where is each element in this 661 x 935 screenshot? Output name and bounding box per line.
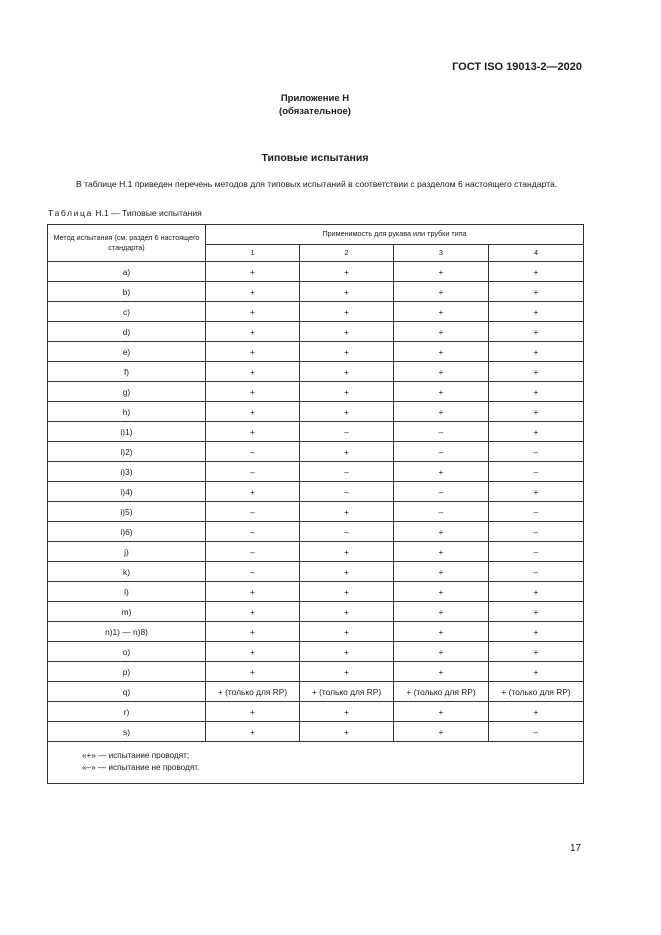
table-notes: [48, 742, 584, 784]
applicability-cell: +: [206, 642, 300, 662]
applicability-cell: +: [300, 662, 394, 682]
table-row: [48, 642, 584, 662]
method-cell: j): [48, 542, 206, 562]
applicability-cell: –: [489, 442, 584, 462]
method-cell: i)6): [48, 522, 206, 542]
page-number: 17: [570, 843, 582, 854]
applicability-cell: +: [489, 582, 584, 602]
applicability-cell: +: [206, 622, 300, 642]
test-methods-table: [47, 224, 584, 784]
applicability-cell: +: [206, 302, 300, 322]
applicability-cell: +: [394, 522, 489, 542]
method-column-header: Метод испытания (см. раздел 6 настоящего стандарта): [48, 225, 206, 262]
applicability-cell: +: [300, 302, 394, 322]
applicability-cell: –: [489, 522, 584, 542]
applicability-cell: +: [394, 362, 489, 382]
method-cell: h): [48, 402, 206, 422]
applicability-cell: +: [206, 662, 300, 682]
applicability-cell: + (только для RP): [206, 682, 300, 702]
applicability-cell: +: [394, 722, 489, 742]
method-cell: i)5): [48, 502, 206, 522]
table-row: [48, 322, 584, 342]
applicability-cell: +: [489, 662, 584, 682]
applicability-cell: +: [489, 422, 584, 442]
appendix-heading: [0, 92, 630, 118]
applicability-cell: +: [300, 562, 394, 582]
applicability-cell: +: [206, 262, 300, 282]
applicability-cell: +: [394, 542, 489, 562]
applicability-cell: +: [394, 262, 489, 282]
applicability-cell: +: [489, 322, 584, 342]
type-header-3: 3: [394, 244, 489, 261]
method-cell: d): [48, 322, 206, 342]
applicability-cell: +: [394, 582, 489, 602]
applicability-cell: +: [300, 262, 394, 282]
applicability-cell: –: [206, 442, 300, 462]
table-note: «–» — испытание не проводят.: [82, 763, 200, 772]
type-header-4: 4: [489, 244, 584, 261]
table-row: [48, 682, 584, 702]
applicability-cell: –: [394, 502, 489, 522]
table-row: [48, 582, 584, 602]
applicability-cell: +: [489, 382, 584, 402]
applicability-cell: +: [394, 662, 489, 682]
method-cell: o): [48, 642, 206, 662]
method-cell: i)4): [48, 482, 206, 502]
table-caption-label: Таблица: [48, 208, 93, 218]
applicability-cell: +: [394, 462, 489, 482]
type-header-1: 1: [206, 244, 300, 261]
method-cell: i)1): [48, 422, 206, 442]
appendix-subtitle: (обязательное): [279, 106, 351, 117]
table-row: [48, 282, 584, 302]
table-row: [48, 622, 584, 642]
applicability-cell: –: [206, 562, 300, 582]
method-cell: e): [48, 342, 206, 362]
table-row: [48, 442, 584, 462]
table-row: [48, 462, 584, 482]
table-caption: [48, 208, 202, 218]
method-cell: g): [48, 382, 206, 402]
applicability-cell: +: [394, 282, 489, 302]
applicability-cell: +: [300, 382, 394, 402]
applicability-cell: –: [300, 522, 394, 542]
applicability-cell: +: [489, 482, 584, 502]
method-cell: k): [48, 562, 206, 582]
table-row: [48, 362, 584, 382]
applicability-cell: –: [489, 462, 584, 482]
applicability-cell: +: [206, 402, 300, 422]
applicability-cell: + (только для RP): [394, 682, 489, 702]
applicability-cell: + (только для RP): [300, 682, 394, 702]
applicability-cell: +: [300, 582, 394, 602]
table-row: [48, 502, 584, 522]
applicability-cell: +: [300, 342, 394, 362]
applicability-cell: –: [489, 562, 584, 582]
applicability-cell: –: [394, 422, 489, 442]
applicability-cell: –: [394, 442, 489, 462]
applicability-cell: –: [300, 482, 394, 502]
applicability-cell: –: [489, 722, 584, 742]
applicability-cell: +: [394, 602, 489, 622]
method-cell: q): [48, 682, 206, 702]
applicability-cell: +: [206, 702, 300, 722]
appendix-title: Приложение Н: [280, 93, 350, 104]
table-row: [48, 542, 584, 562]
applicability-cell: +: [489, 282, 584, 302]
applicability-cell: +: [394, 402, 489, 422]
table-caption-number: Н.1 — Типовые испытания: [92, 208, 202, 218]
method-cell: a): [48, 262, 206, 282]
applicability-cell: +: [489, 362, 584, 382]
applicability-cell: +: [489, 602, 584, 622]
applicability-cell: +: [300, 722, 394, 742]
applicability-cell: +: [394, 342, 489, 362]
table-row: [48, 602, 584, 622]
applicability-cell: +: [206, 722, 300, 742]
document-code: ГОСТ ISO 19013-2—2020: [452, 61, 582, 73]
table-row: [48, 382, 584, 402]
applicability-cell: +: [300, 642, 394, 662]
applicability-cell: +: [300, 362, 394, 382]
type-header-2: 2: [300, 244, 394, 261]
applicability-cell: +: [206, 362, 300, 382]
applicability-cell: +: [394, 302, 489, 322]
applicability-cell: –: [489, 542, 584, 562]
applicability-cell: –: [300, 462, 394, 482]
applicability-cell: +: [300, 622, 394, 642]
method-cell: b): [48, 282, 206, 302]
method-cell: m): [48, 602, 206, 622]
applicability-cell: +: [489, 262, 584, 282]
method-cell: n)1) — n)8): [48, 622, 206, 642]
table-row: [48, 262, 584, 282]
applicability-cell: +: [489, 702, 584, 722]
applicability-cell: +: [206, 582, 300, 602]
method-cell: c): [48, 302, 206, 322]
applicability-cell: +: [300, 322, 394, 342]
applicability-cell: +: [489, 642, 584, 662]
applicability-cell: +: [300, 442, 394, 462]
applicability-cell: +: [394, 642, 489, 662]
table-row: [48, 562, 584, 582]
applicability-cell: +: [206, 602, 300, 622]
table-row: [48, 702, 584, 722]
table-row: [48, 662, 584, 682]
applicability-cell: –: [489, 502, 584, 522]
applicability-cell: +: [206, 282, 300, 302]
method-cell: r): [48, 702, 206, 722]
applicability-cell: + (только для RP): [489, 682, 584, 702]
table-row: [48, 422, 584, 442]
method-cell: i)2): [48, 442, 206, 462]
applicability-cell: +: [206, 382, 300, 402]
applicability-group-header: Применимость для рукава или трубки типа: [206, 225, 584, 245]
applicability-cell: +: [206, 422, 300, 442]
applicability-cell: +: [394, 562, 489, 582]
applicability-cell: +: [300, 602, 394, 622]
applicability-cell: –: [206, 502, 300, 522]
applicability-cell: +: [394, 322, 489, 342]
applicability-cell: +: [206, 322, 300, 342]
applicability-cell: –: [300, 422, 394, 442]
method-cell: s): [48, 722, 206, 742]
applicability-cell: –: [206, 522, 300, 542]
applicability-cell: +: [489, 342, 584, 362]
applicability-cell: +: [300, 282, 394, 302]
applicability-cell: +: [300, 402, 394, 422]
method-cell: f): [48, 362, 206, 382]
applicability-cell: +: [300, 502, 394, 522]
intro-paragraph: В таблице Н.1 приведен перечень методов для типовых испытаний в соответствии с разделом 6 настоящего стандарта.: [76, 179, 558, 189]
table-row: [48, 302, 584, 322]
applicability-cell: +: [300, 542, 394, 562]
applicability-cell: –: [394, 482, 489, 502]
table-row: [48, 402, 584, 422]
applicability-cell: +: [394, 622, 489, 642]
method-cell: i)3): [48, 462, 206, 482]
applicability-cell: +: [394, 702, 489, 722]
applicability-cell: +: [489, 402, 584, 422]
table-row: [48, 722, 584, 742]
applicability-cell: –: [206, 542, 300, 562]
applicability-cell: +: [394, 382, 489, 402]
applicability-cell: +: [489, 622, 584, 642]
table-row: [48, 482, 584, 502]
applicability-cell: +: [489, 302, 584, 322]
applicability-cell: –: [206, 462, 300, 482]
table-row: [48, 342, 584, 362]
applicability-cell: +: [300, 702, 394, 722]
method-cell: l): [48, 582, 206, 602]
section-title: Типовые испытания: [261, 152, 369, 164]
method-cell: p): [48, 662, 206, 682]
table-row: [48, 522, 584, 542]
applicability-cell: +: [206, 342, 300, 362]
applicability-cell: +: [206, 482, 300, 502]
table-note: «+» — испытание проводят;: [82, 751, 190, 760]
